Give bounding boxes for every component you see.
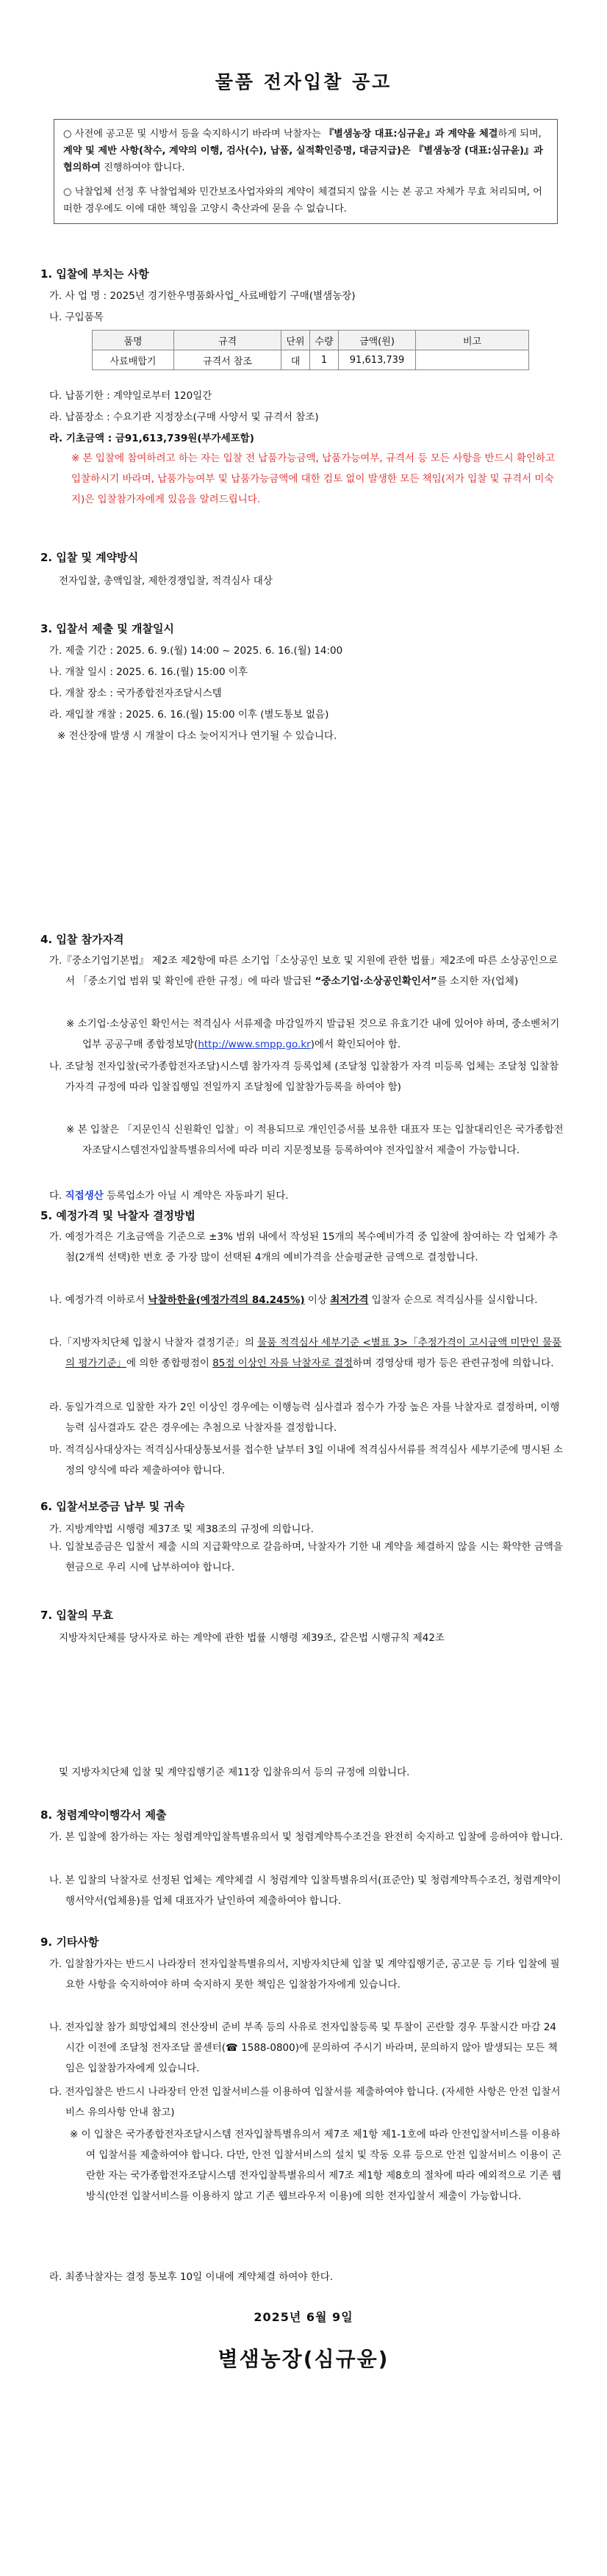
section-8-heading: 8. 청렴계약이행각서 제출 <box>40 1808 167 1822</box>
items-table <box>92 330 529 370</box>
section-5-heading: 5. 예정가격 및 낙찰자 결정방법 <box>40 1209 195 1222</box>
deposit-b: 나. 입찰보증금은 입찰서 제출 시의 지급확약으로 갈음하며, 낙찰자가 기한 내 계약을 체결하지 않을 시는 확약한 금액을 현금으로 우리 시에 납부하여야 합니다. <box>49 1541 563 1573</box>
notice-box <box>54 119 558 224</box>
invalid-bid-a: 지방자치단체를 당사자로 하는 계약에 관한 법률 시행령 제39조, 같은법 시행규칙 제42조 <box>59 1632 445 1644</box>
table-cell: 대 <box>281 350 310 370</box>
table-header: 금액(원) <box>339 331 416 350</box>
base-amount: 라. 기초금액 : 금91,613,739원(부가세포함) <box>49 433 254 444</box>
section-1-heading: 1. 입찰에 부치는 사항 <box>40 267 149 281</box>
delivery-location: 라. 납품장소 : 수요기관 지정장소(구매 사양서 및 규격서 참조) <box>49 411 319 423</box>
project-name: 가. 사 업 명 : 2025년 경기한우명품화사업_사료배합기 구매(별샘농장) <box>49 290 356 302</box>
other-b: 나. 전자입찰 참가 희망업체의 전산장비 준비 부족 등의 사유로 전자입찰등록 및 투찰이 곤란할 경우 투찰시간 마감 24시간 이전에 조달청 전자조달 콜센터(☎ 1588-0800)에 문의하여 주시기 바라며, 문의하지 않아 발생되는 모든 책임은 입찰참가자에게 있습니다. <box>49 2021 558 2074</box>
integrity-a: 가. 본 입찰에 참가하는 자는 청렴계약입찰특별유의서 및 청렴계약특수조건을 완전히 숙지하고 입찰에 응하여야 합니다. <box>49 1831 564 1843</box>
table-cell: 91,613,739 <box>339 350 416 370</box>
qualification-a-note: ※ 소기업·소상공인 확인서는 적격심사 서류제출 마감일까지 발급된 것으로 유효기간 내에 있어야 하며, 중소벤처기업부 공공구매 종합정보망(http://www.smpp.go.kr)에서 확인되어야 함. <box>66 1018 560 1050</box>
table-header: 비고 <box>416 331 529 350</box>
price-method-b: 나. 예정가격 이하로서 낙찰하한율(예정가격의 84.245%) 이상 최저가격 입찰자 순으로 적격심사를 실시합니다. <box>49 1294 538 1306</box>
qualification-b-note: ※ 본 입찰은 「지문인식 신원확인 입찰」이 적용되므로 개인인증서를 보유한 대표자 또는 입찰대리인은 국가종합전자조달시스템전자입찰특별유의서에 따라 미리 지문정보를 등록하여야 전자입찰서 제출이 가능합니다. <box>66 1124 564 1156</box>
delivery-deadline: 다. 납품기한 : 계약일로부터 120일간 <box>49 390 212 402</box>
opening-place: 다. 개찰 장소 : 국가종합전자조달시스템 <box>49 688 222 699</box>
table-header: 단위 <box>281 331 310 350</box>
section-6-heading: 6. 입찰서보증금 납부 및 귀속 <box>40 1500 185 1513</box>
table-cell: 1 <box>310 350 339 370</box>
table-cell: 사료배합기 <box>93 350 174 370</box>
system-failure-note: ※ 전산장애 발생 시 개찰이 다소 늦어지거나 연기될 수 있습니다. <box>57 730 337 742</box>
item-list-label: 나. 구입품목 <box>49 311 104 323</box>
other-d: 라. 최종낙찰자는 결정 통보후 10일 이내에 계약체결 하여야 한다. <box>49 2271 334 2283</box>
price-method-a: 가. 예정가격은 기초금액을 기준으로 ±3% 범위 내에서 작성된 15개의 복수예비가격 중 입찰에 참여하는 각 업체가 추첨(2개씩 선택)한 번호 중 가장 많이 선택된 4개의 예비가격을 산술평균한 금액으로 결정합니다. <box>49 1231 558 1263</box>
section-3-heading: 3. 입찰서 제출 및 개찰일시 <box>40 622 174 635</box>
smpp-link[interactable]: http://www.smpp.go.kr <box>198 1039 311 1050</box>
rebid-opening: 라. 재입찰 개찰 : 2025. 6. 16.(월) 15:00 이후 (별도통보 없음) <box>49 709 329 721</box>
notice-paragraph-2: ○ 낙찰업체 선정 후 낙찰업체와 민간보조사업자와의 계약이 체결되지 않을 시는 본 공고 자체가 무효 처리되며, 어떠한 경우에도 이에 대한 책임을 고양시 축산과에 묻을 수 없습니다. <box>63 187 542 214</box>
price-method-e: 마. 적격심사대상자는 적격심사대상통보서를 접수한 날부터 3일 이내에 적격심사서류를 적격심사 세부기준에 명시된 소정의 양식에 따라 제출하여야 합니다. <box>49 1444 564 1476</box>
invalid-bid-b: 및 지방자치단체 입찰 및 계약집행기준 제11장 입찰유의서 등의 규정에 의합니다. <box>59 1767 410 1778</box>
qualification-a: 가.『중소기업기본법』 제2조 제2항에 따른 소기업「소상공인 보호 및 지원에 관한 법률」제2조에 따른 소상공인으로서 「중소기업 범위 및 확인에 관한 규정」에 따라 발급된 “중소기업·소상공인확인서”를 소지한 자(업체) <box>49 955 558 987</box>
section-2-heading: 2. 입찰 및 계약방식 <box>40 551 139 564</box>
table-row <box>93 350 529 370</box>
section-9-heading: 9. 기타사항 <box>40 1935 99 1949</box>
table-cell: 규격서 참조 <box>174 350 281 370</box>
table-header: 수량 <box>310 331 339 350</box>
submission-period: 가. 제출 기간 : 2025. 6. 9.(월) 14:00 ~ 2025. 6. 16.(월) 14:00 <box>49 645 343 657</box>
qualification-b: 나. 조달청 전자입찰(국가종합전자조달)시스템 참가자격 등록업체 (조달청 입찰참가 자격 미등록 업체는 조달청 입찰참가자격 규정에 따라 입찰집행일 전일까지 조달청에 입찰참가등록을 하여야 함) <box>49 1061 559 1093</box>
section-7-heading: 7. 입찰의 무효 <box>40 1609 114 1622</box>
price-method-c: 다.「지방자치단체 입찰시 낙찰자 결정기준」의 물품 적격심사 세부기준 <별표 3>「추정가격이 고시금액 미만인 물품의 평가기준」에 의한 종합평점이 85점 이상인 자를 낙찰자로 결정하며 경영상태 평가 등은 관련규정에 의합니다. <box>49 1337 562 1369</box>
table-header-row <box>93 331 529 350</box>
page-title: 물품 전자입찰 공고 <box>215 71 392 93</box>
deposit-a: 가. 지방계약법 시행령 제37조 및 제38조의 규정에 의합니다. <box>49 1523 314 1535</box>
bid-method: 전자입찰, 총액입찰, 제한경쟁입찰, 적격심사 대상 <box>59 575 273 587</box>
table-header: 규격 <box>174 331 281 350</box>
table-header: 품명 <box>93 331 174 350</box>
other-c: 다. 전자입찰은 반드시 나라장터 안전 입찰서비스를 이용하여 입찰서를 제출하여야 합니다. (자세한 사항은 안전 입찰서비스 유의사항 안내 참고) <box>49 2086 561 2118</box>
warning-note: ※ 본 입찰에 참여하려고 하는 자는 입찰 전 납품가능금액, 납품가능여부, 규격서 등 모든 사항을 반드시 확인하고 입찰하시기 바라며, 납품가능여부 및 납품가능금액에 대한 검토 없이 발생한 모든 책임(저가 입찰 및 규격서 미숙지)은 입찰참가자에게 있음을 알려드립니다. <box>71 452 556 505</box>
table-cell <box>416 350 529 370</box>
notice-paragraph-1: ○ 사전에 공고문 및 시방서 등을 숙지하시기 바라며 낙찰자는 『별샘농장 대표:심규윤』과 계약을 체결하게 되며, 계약 및 제반 사항(착수, 계약의 이행, 검사(수), 납품, 실적확인증명, 대금지급)은 『별샘농장 (대표:심규윤)』과 협의하여 진행하여야 합니다. <box>63 129 543 173</box>
other-c-note: ※ 이 입찰은 국가종합전자조달시스템 전자입찰특별유의서 제7조 제1항 제1-1호에 따라 안전입찰서비스를 이용하여 입찰서를 제출하여야 합니다. 다만, 안전 입찰서비스의 설치 및 작동 오류 등으로 안전 입찰서비스 이용이 곤란한 자는 국가종합전자조달시스템 전자입찰특별유의서 제7조 제1항 제8호의 절차에 따라 예외적으로 기존 웹방식(안전 입찰서비스를 이용하지 않고 기존 웹브라우저 이용)에 의한 전자입찰서 제출이 가능합니다. <box>70 2129 561 2202</box>
issuer-signature: 별샘농장(심규윤) <box>218 2347 389 2371</box>
other-a: 가. 입찰참가자는 반드시 나라장터 전자입찰특별유의서, 지방자치단체 입찰 및 계약집행기준, 공고문 등 기타 입찰에 필요한 사항을 숙지하여야 하며 숙지하지 못한 책임은 입찰참가자에게 있습니다. <box>49 1958 560 1991</box>
section-4-heading: 4. 입찰 참가자격 <box>40 933 124 946</box>
price-method-d: 라. 동일가격으로 입찰한 자가 2인 이상인 경우에는 이행능력 심사결과 점수가 가장 높은 자를 낙찰자로 결정하며, 이행능력 심사결과도 같은 경우에는 추첨으로 낙찰자를 결정합니다. <box>49 1401 560 1434</box>
announcement-date: 2025년 6월 9일 <box>254 2310 353 2324</box>
qualification-c: 다. 직접생산 등록업소가 아닐 시 계약은 자동파기 된다. <box>49 1190 289 1202</box>
integrity-b: 나. 본 입찰의 낙찰자로 선정된 업체는 계약체결 시 청렴계약 입찰특별유의서(표준안) 및 청렴계약특수조건, 청렴계약이행서약서(업체용)를 업체 대표자가 날인하여 제출하여야 합니다. <box>49 1875 561 1907</box>
opening-time: 나. 개찰 일시 : 2025. 6. 16.(월) 15:00 이후 <box>49 666 248 678</box>
